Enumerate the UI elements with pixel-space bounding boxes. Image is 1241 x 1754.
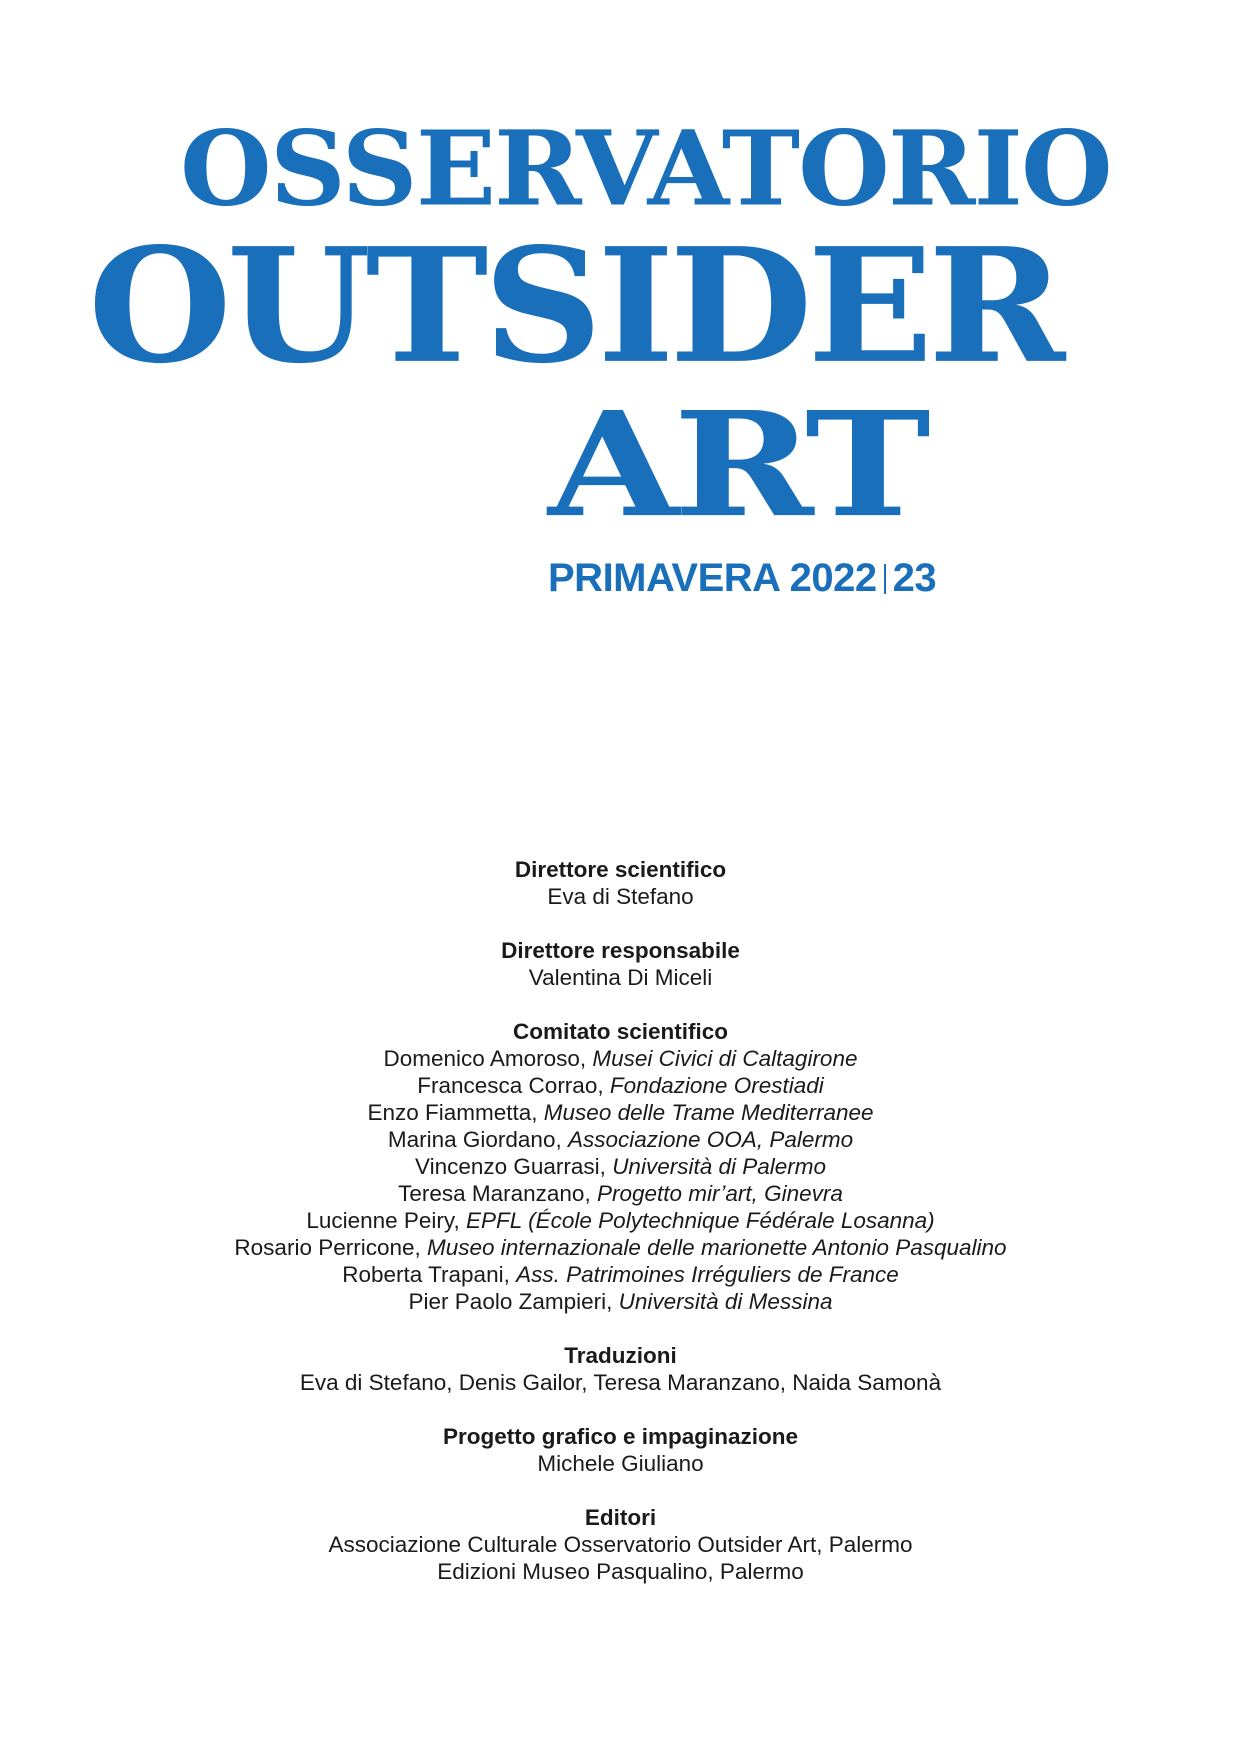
credit-heading: Editori (584, 1505, 657, 1530)
masthead (0, 0, 1241, 640)
member-affiliation: Ass. Patrimoines Irréguliers de France (516, 1262, 899, 1287)
credit-names: Eva di Stefano, Denis Gailor, Teresa Maranzano, Naida Samonà (299, 1370, 942, 1395)
member-name: Vincenzo Guarrasi, (414, 1154, 606, 1179)
member-name: Roberta Trapani, (342, 1262, 510, 1287)
member-affiliation: Museo delle Trame Mediterranee (543, 1100, 874, 1125)
colophon-credits (0, 856, 1241, 1612)
member-affiliation: Università di Messina (618, 1289, 833, 1314)
credit-heading: Direttore scientifico (514, 857, 727, 882)
edition-label (548, 558, 936, 598)
masthead-title-line-1: OSSERVATORIO (180, 108, 1111, 230)
committee-member (0, 1099, 1241, 1126)
member-name: Marina Giordano, (387, 1127, 562, 1152)
credit-heading: Traduzioni (564, 1343, 677, 1368)
credit-block-direttore-responsabile (0, 937, 1241, 991)
edition-season: PRIMAVERA 2022 (548, 556, 877, 600)
credit-heading: Comitato scientifico (512, 1019, 729, 1044)
committee-member (0, 1288, 1241, 1315)
credit-heading: Progetto grafico e impaginazione (442, 1424, 799, 1449)
masthead-title-line-2: OUTSIDER (88, 214, 1061, 399)
credit-name: Valentina Di Miceli (528, 965, 713, 990)
member-affiliation: EPFL (École Polytechnique Fédérale Losanna) (466, 1208, 935, 1233)
committee-member (0, 1153, 1241, 1180)
committee-member (0, 1207, 1241, 1234)
credit-block-comitato-scientifico (0, 1018, 1241, 1315)
masthead-title-line-3: ART (548, 379, 925, 550)
committee-member (0, 1180, 1241, 1207)
member-affiliation: Musei Civici di Caltagirone (592, 1046, 858, 1071)
member-name: Pier Paolo Zampieri, (408, 1289, 613, 1314)
member-affiliation: Museo internazionale delle marionette Antonio Pasqualino (427, 1235, 1007, 1260)
publisher-line: Associazione Culturale Osservatorio Outsider Art, Palermo (328, 1532, 913, 1557)
committee-member (0, 1261, 1241, 1288)
credit-block-progetto-grafico (0, 1423, 1241, 1477)
member-affiliation: Fondazione Orestiadi (609, 1073, 824, 1098)
member-name: Rosario Perricone, (234, 1235, 421, 1260)
member-name: Teresa Maranzano, (398, 1181, 591, 1206)
committee-member (0, 1045, 1241, 1072)
credit-name: Eva di Stefano (547, 884, 694, 909)
credit-name: Michele Giuliano (537, 1451, 704, 1476)
publisher-line: Edizioni Museo Pasqualino, Palermo (437, 1559, 804, 1584)
committee-member (0, 1072, 1241, 1099)
credit-block-editori (0, 1504, 1241, 1585)
credit-block-direttore-scientifico (0, 856, 1241, 910)
member-name: Francesca Corrao, (417, 1073, 604, 1098)
edition-separator (884, 564, 886, 594)
credit-block-traduzioni (0, 1342, 1241, 1396)
committee-member (0, 1126, 1241, 1153)
member-name: Lucienne Peiry, (306, 1208, 460, 1233)
member-name: Enzo Fiammetta, (367, 1100, 538, 1125)
credit-heading: Direttore responsabile (501, 938, 740, 963)
member-affiliation: Università di Palermo (612, 1154, 827, 1179)
edition-issue-number: 23 (892, 556, 937, 600)
committee-member (0, 1234, 1241, 1261)
member-affiliation: Associazione OOA, Palermo (567, 1127, 854, 1152)
member-affiliation: Progetto mir’art, Ginevra (596, 1181, 843, 1206)
member-name: Domenico Amoroso, (383, 1046, 587, 1071)
